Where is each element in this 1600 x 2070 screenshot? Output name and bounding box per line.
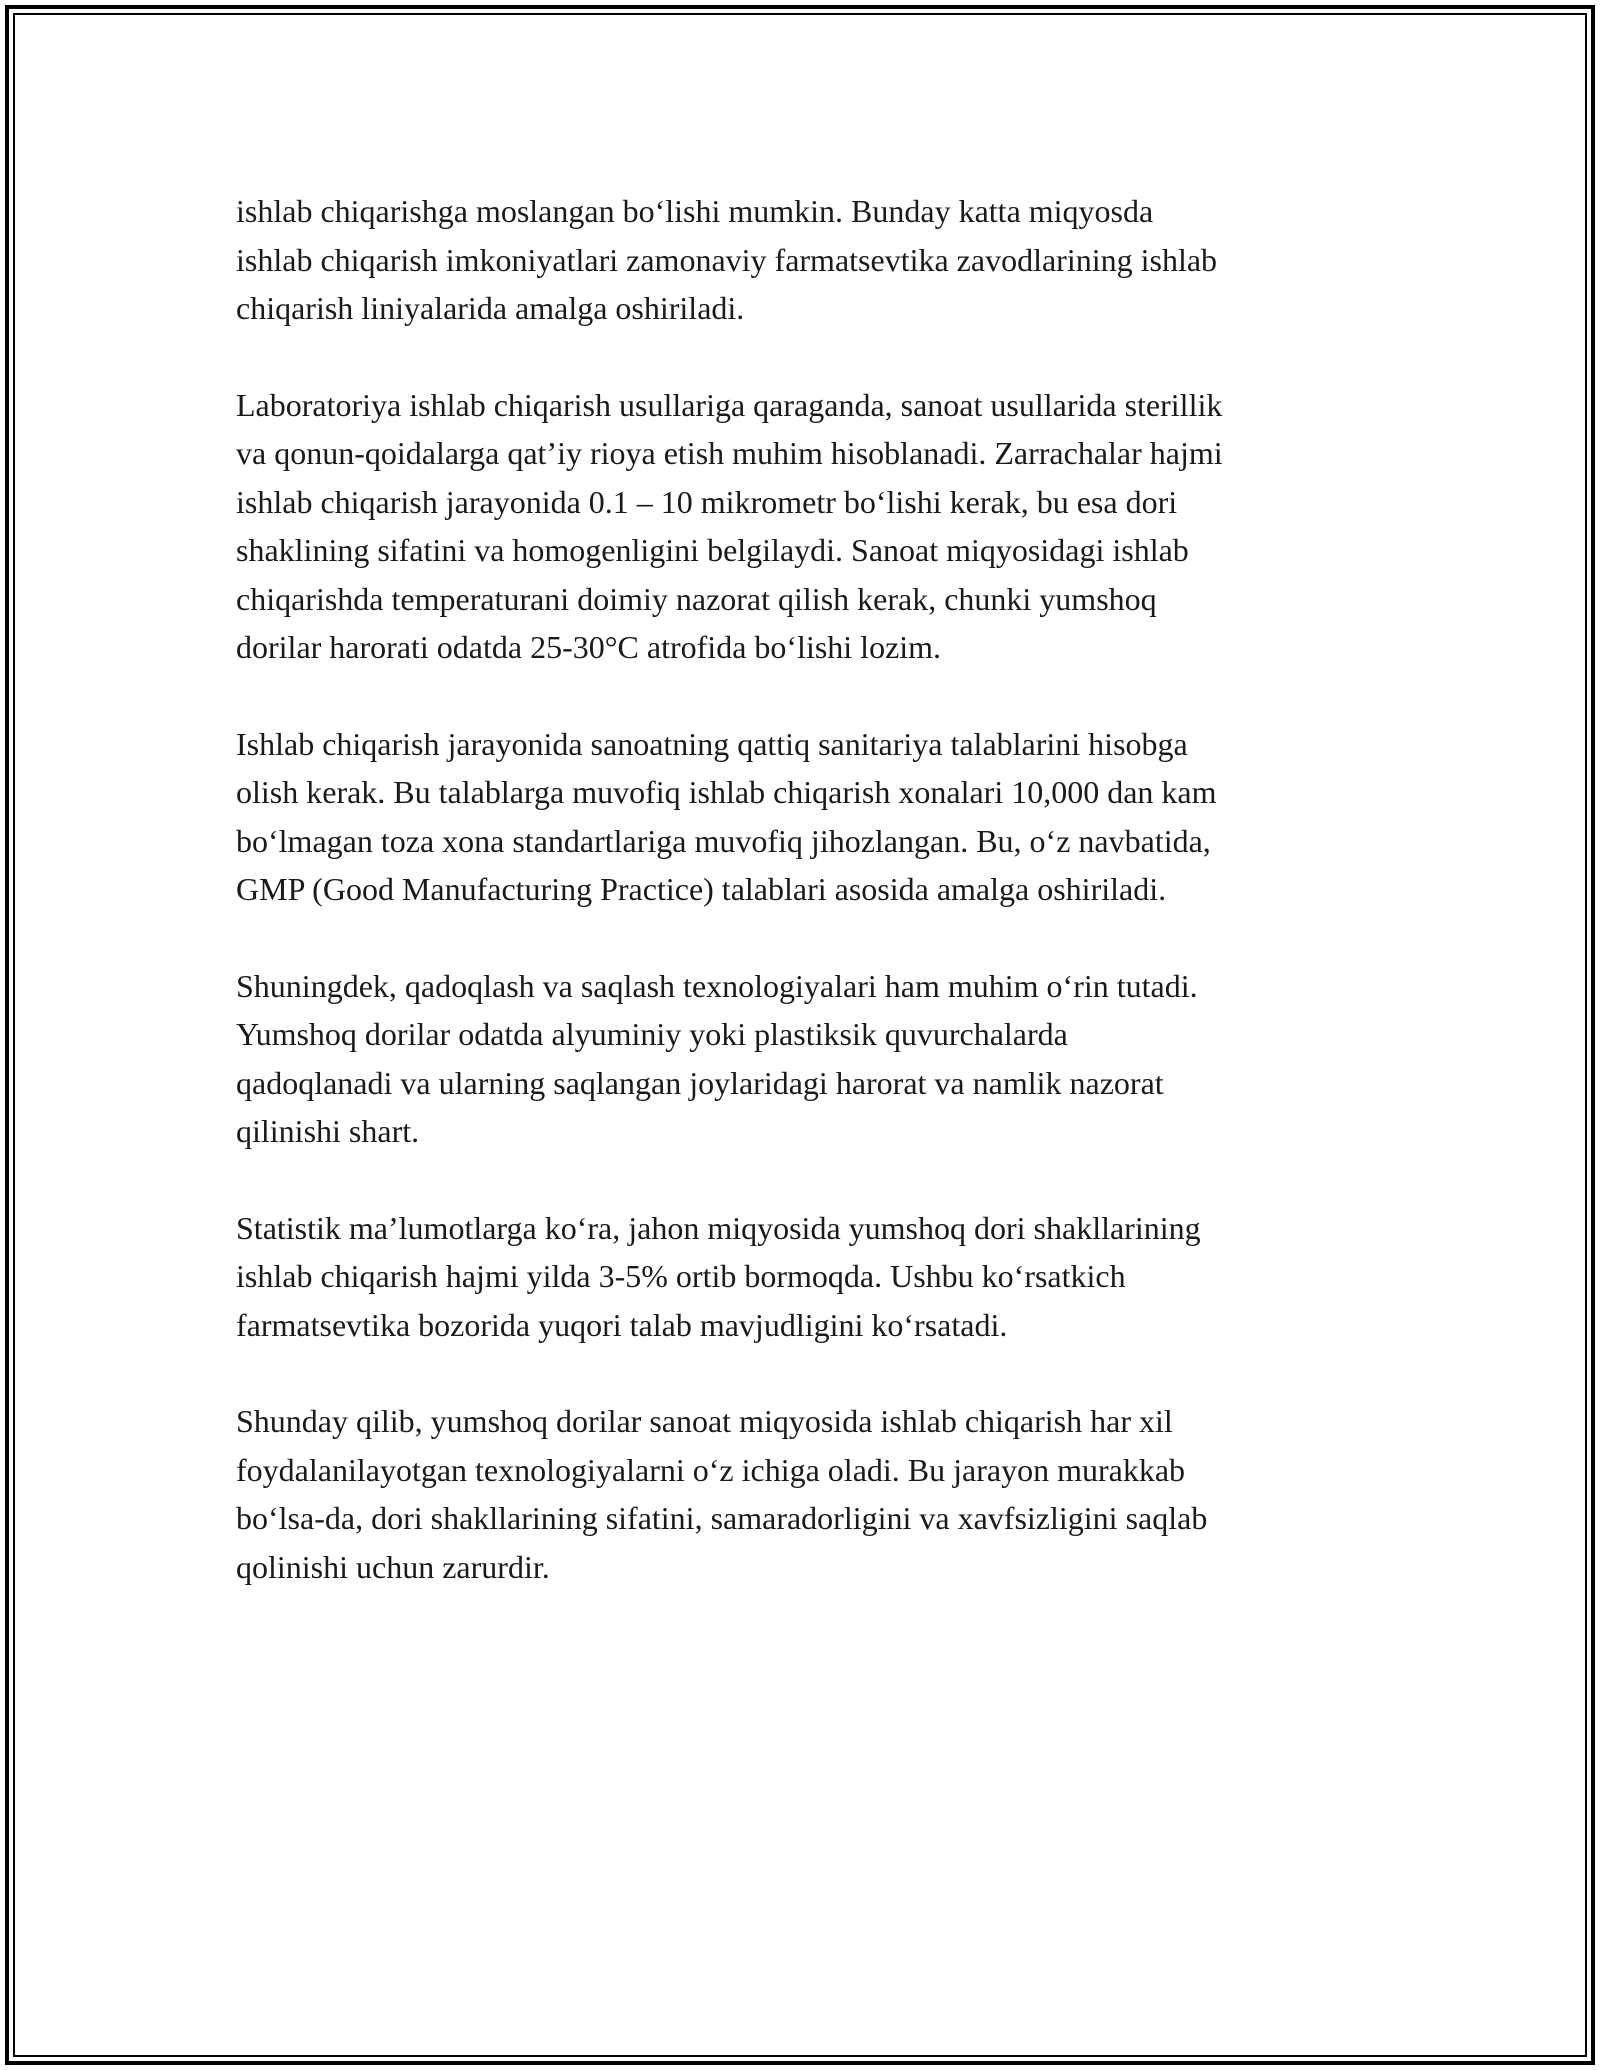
paragraph: Ishlab chiqarish jarayonida sanoatning qattiq sanitariya talablarini hisobga olish kerak. Bu talablarga muvofiq ishlab chiqarish xonalari 10,000 dan kam bo‘lmagan toza xona standartlariga muvofiq jihozlangan. Bu, o‘z navbatida, GMP (Good Manufacturing Practice) talablari asosida amalga oshiriladi. xyxy=(236,725,1217,907)
paragraph: Statistik ma’lumotlarga ko‘ra, jahon miqyosida yumshoq dori shakllarining ishlab chiqarish hajmi yilda 3-5% ortib bormoqda. Ushbu ko‘rsatkich farmatsevtika bozorida yuqori talab mavjudligini ko‘rsatadi. xyxy=(236,1209,1201,1343)
paragraph: Laboratoriya ishlab chiqarish usullariga qaraganda, sanoat usullarida sterillik va qonun-qoidalarga qat’iy rioya etish muhim hisoblanadi. Zarrachalar hajmi ishlab chiqarish jarayonida 0.1 – 10 mikrometr bo‘lishi kerak, bu esa dori shaklining sifatini va homogenligini belgilaydi. Sanoat miqyosidagi ishlab chiqarishda temperaturani doimiy nazorat qilish kerak, chunki yumshoq dorilar harorati odatda 25-30°C atrofida bo‘lishi lozim. xyxy=(236,386,1223,665)
document-body xyxy=(236,187,1376,1639)
paragraph: ishlab chiqarishga moslangan bo‘lishi mumkin. Bunday katta miqyosda ishlab chiqarish imkoniyatlari zamonaviy farmatsevtika zavodlarining ishlab chiqarish liniyalarida amalga oshiriladi. xyxy=(236,193,1218,326)
paragraph: Shunday qilib, yumshoq dorilar sanoat miqyosida ishlab chiqarish har xil foydalanilayotgan texnologiyalarni o‘z ichiga oladi. Bu jarayon murakkab bo‘lsa-da, dori shakllarining sifatini, samaradorligini va xavfsizligini saqlab qolinishi uchun zarurdir. xyxy=(236,1403,1208,1585)
paragraph: Shuningdek, qadoqlash va saqlash texnologiyalari ham muhim o‘rin tutadi. Yumshoq dorilar odatda alyuminiy yoki plastiksik quvurchalarda qadoqlanadi va ularning saqlangan joylaridagi harorat va namlik nazorat qilinishi shart. xyxy=(236,967,1198,1149)
